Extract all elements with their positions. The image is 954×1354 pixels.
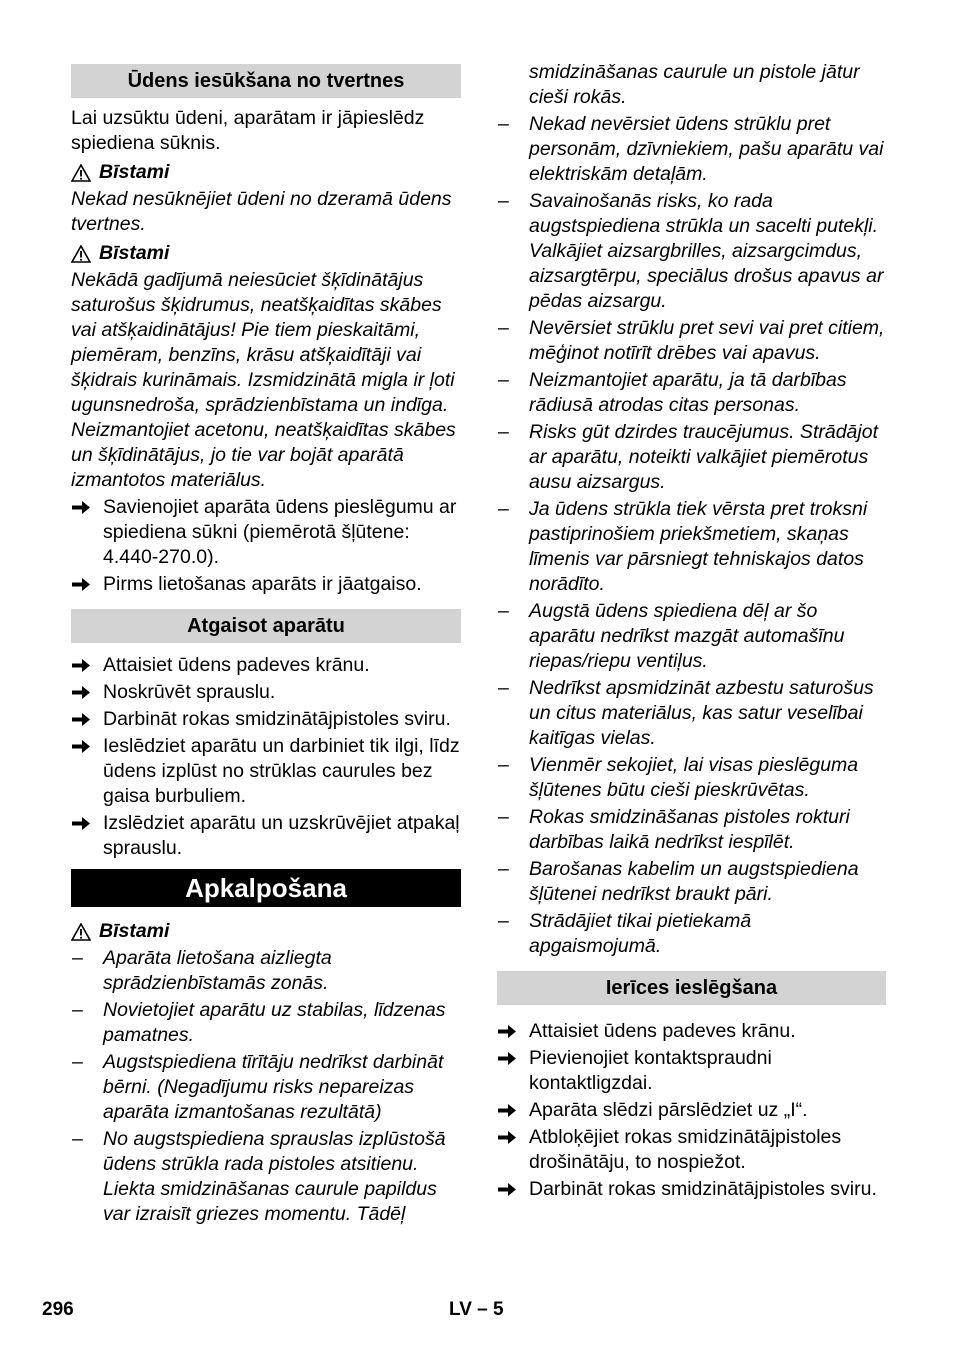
list-item: – Barošanas kabelim un augstspiediena šļūtenei nedrīkst braukt pāri. bbox=[498, 858, 859, 905]
arrow-right-icon bbox=[71, 734, 93, 759]
danger-label: Bīstami bbox=[99, 161, 170, 183]
arrow-right-icon bbox=[71, 495, 93, 520]
section-heading-water-intake: Ūdens iesūkšana no tvertnes bbox=[71, 64, 461, 98]
language-page-label: LV – 5 bbox=[449, 1299, 504, 1320]
warning-triangle-icon bbox=[71, 164, 91, 182]
section-heading-switch-on: Ierīces ieslēgšana bbox=[497, 971, 886, 1005]
list-item: – Ja ūdens strūkla tiek vērsta pret troksni pastiprinošiem priekšmetiem, skaņas līmenis var pārsniegt tehniskajos datos norādīto. bbox=[498, 498, 868, 595]
arrow-right-icon bbox=[71, 707, 93, 732]
list-item: Darbināt rokas smidzinātājpistoles sviru. bbox=[71, 707, 461, 732]
list-item: Izslēdziet aparātu un uzskrūvējiet atpakaļ sprauslu. bbox=[71, 811, 461, 861]
list-item: – Nevērsiet strūklu pret sevi vai pret citiem, mēģinot notīrīt drēbes vai apavus. bbox=[498, 317, 885, 364]
danger-text-drinking-water: Nekad nesūknējiet ūdeni no dzeramā ūdens tvertnes. bbox=[71, 188, 452, 235]
danger-label: Bīstami bbox=[99, 920, 170, 942]
operation-safety-list-continued bbox=[497, 60, 886, 959]
arrow-right-icon bbox=[497, 1098, 519, 1123]
list-item: – Nekad nevērsiet ūdens strūklu pret personām, dzīvniekiem, pašu aparātu vai elektriskām detaļām. bbox=[498, 113, 884, 185]
danger-notice bbox=[71, 160, 461, 185]
water-intake-intro: Lai uzsūktu ūdeni, aparātam ir jāpieslēdz spiediena sūknis. bbox=[71, 107, 425, 154]
venting-steps bbox=[71, 653, 461, 861]
list-item: – Novietojiet aparātu uz stabilas, līdzenas pamatnes. bbox=[72, 999, 446, 1046]
left-column bbox=[71, 60, 461, 1227]
water-intake-steps bbox=[71, 495, 461, 597]
right-column bbox=[497, 60, 886, 1202]
section-heading-venting: Atgaisot aparātu bbox=[71, 609, 461, 643]
arrow-right-icon bbox=[497, 1046, 519, 1071]
danger-notice bbox=[71, 241, 461, 266]
arrow-right-icon bbox=[497, 1019, 519, 1044]
list-item: Darbināt rokas smidzinātājpistoles sviru. bbox=[497, 1177, 886, 1202]
list-item: – Aparāta lietošana aizliegta sprādzienbīstamās zonās. bbox=[72, 947, 332, 994]
list-item: – Vienmēr sekojiet, lai visas pieslēguma šļūtenes būtu cieši pieskrūvētas. bbox=[498, 754, 859, 801]
warning-triangle-icon bbox=[71, 245, 91, 263]
list-item: Noskrūvēt sprauslu. bbox=[71, 680, 461, 705]
arrow-right-icon bbox=[71, 572, 93, 597]
list-item: – Risks gūt dzirdes traucējumus. Strādājot ar aparātu, noteikti valkājiet piemērotus ausu aizsargus. bbox=[498, 421, 878, 493]
list-item-continued: smidzināšanas caurule un pistole jātur cieši rokās. bbox=[529, 61, 860, 108]
list-item: Aparāta slēdzi pārslēdziet uz „I“. bbox=[497, 1098, 886, 1123]
list-item: – Augstā ūdens spiediena dēļ ar šo aparātu nedrīkst mazgāt automašīnu riepas/riepu ventiļus. bbox=[498, 600, 845, 672]
arrow-right-icon bbox=[71, 653, 93, 678]
arrow-right-icon bbox=[71, 811, 93, 836]
switch-on-steps bbox=[497, 1019, 886, 1202]
list-item: Ieslēdziet aparātu un darbiniet tik ilgi, līdz ūdens izplūst no strūklas caurules bez gaisa burbuliem. bbox=[71, 734, 461, 809]
danger-label: Bīstami bbox=[99, 242, 170, 264]
warning-triangle-icon bbox=[71, 923, 91, 941]
list-item: – Neizmantojiet aparātu, ja tā darbības rādiusā atrodas citas personas. bbox=[498, 369, 847, 416]
list-item: – Savainošanās risks, ko rada augstspiediena strūkla un sacelti putekļi. Valkājiet aizsargbrilles, aizsargcimdus, aizsargtērpu, speciālus drošus apavus ar pēdas aizsargu. bbox=[498, 190, 884, 312]
arrow-right-icon bbox=[497, 1125, 519, 1150]
list-item: – Nedrīkst apsmidzināt azbestu saturošus un citus materiālus, kas satur veselībai kaitīgas vielas. bbox=[498, 677, 874, 749]
list-item: – No augstspiediena sprauslas izplūstošā ūdens strūkla rada pistoles atsitienu. Liekta smidzināšanas caurule papildus var izraisīt griezes momentu. Tādēļ bbox=[72, 1128, 446, 1225]
list-item: Pirms lietošanas aparāts ir jāatgaiso. bbox=[71, 572, 461, 597]
list-item: – Augstspiediena tīrītāju nedrīkst darbināt bērni. (Negadījumu risks nepareizas aparāta izmantošanas rezultātā) bbox=[72, 1051, 444, 1123]
list-item: Atbloķējiet rokas smidzinātājpistoles drošinātāju, to nospiežot. bbox=[497, 1125, 886, 1175]
arrow-right-icon bbox=[71, 680, 93, 705]
list-item: Savienojiet aparāta ūdens pieslēgumu ar spiediena sūkni (piemērotā šļūtene: 4.440-270.0). bbox=[71, 495, 461, 570]
arrow-right-icon bbox=[497, 1177, 519, 1202]
list-item: – Rokas smidzināšanas pistoles rokturi darbības laikā nedrīkst iespīlēt. bbox=[498, 806, 850, 853]
danger-text-solvents: Nekādā gadījumā neiesūciet šķīdinātājus saturošus šķidrumus, neatšķaidītas skābes vai atšķaidinātājus! Pie tiem pieskaitāmi, piemēram, benzīns, krāsu atšķaidītāji vai šķidrais kurināmais. Izsmidzinātā migla ir ļoti ugunsnedroša, sprādzienbīstama un indīga. Neizmantojiet acetonu, neatšķaidītas skābes un šķīdinātājus, jo tie var bojāt aparātā izmantotos materiālus. bbox=[71, 269, 456, 491]
danger-notice bbox=[71, 919, 461, 944]
list-item: Pievienojiet kontaktspraudni kontaktligzdai. bbox=[497, 1046, 886, 1096]
chapter-heading-operation: Apkalpošana bbox=[71, 869, 461, 907]
page-number: 296 bbox=[42, 1299, 74, 1320]
list-item: – Strādājiet tikai pietiekamā apgaismojumā. bbox=[498, 910, 752, 957]
list-item: Attaisiet ūdens padeves krānu. bbox=[71, 653, 461, 678]
operation-safety-list bbox=[71, 946, 461, 1227]
list-item: Attaisiet ūdens padeves krānu. bbox=[497, 1019, 886, 1044]
